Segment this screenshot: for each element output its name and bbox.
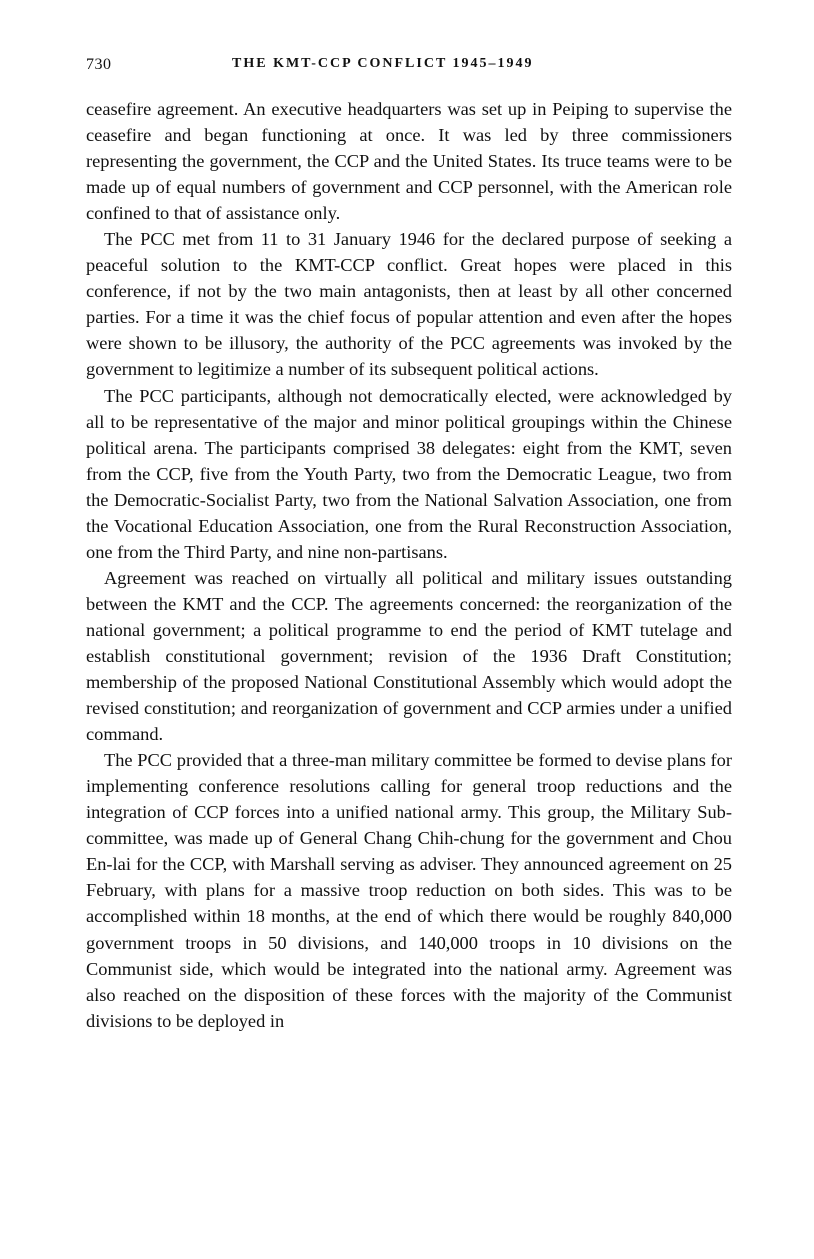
body-text xyxy=(86,96,732,1034)
paragraph-continuation: ceasefire agreement. An executive headquarters was set up in Peiping to supervise the ceasefire and began functioning at once. It was led by three commissioners representing the government, the CCP and the United States. Its truce teams were to be made up of equal numbers of government and CCP personnel, with the American role confined to that of assistance only. xyxy=(86,99,732,224)
running-head xyxy=(86,56,732,82)
paragraph-agreements: Agreement was reached on virtually all political and military issues outstanding between the KMT and the CCP. The agreements concerned: the reorganization of the national government; a political programme to end the period of KMT tutelage and establish constitutional government; revision of the 1936 Draft Constitution; membership of the proposed National Constitutional Assembly which would adopt the revised constitution; and reorganization of government and CCP armies under a unified command. xyxy=(86,567,732,745)
paragraph-pcc-participants: The PCC participants, although not democratically elected, were acknowledged by all to be representative of the major and minor political groupings within the Chinese political arena. The participants comprised 38 delegates: eight from the KMT, seven from the CCP, five from the Youth Party, two from the Democratic League, two from the Democratic-Socialist Party, two from the National Salvation Association, one from the Vocational Education Association, one from the Rural Reconstruction Association, one from the Third Party, and nine non-partisans. xyxy=(86,385,732,562)
book-page xyxy=(86,56,732,1034)
running-title: THE KMT-CCP CONFLICT 1945–1949 xyxy=(232,56,534,71)
paragraph-pcc-meeting: The PCC met from 11 to 31 January 1946 for the declared purpose of seeking a peaceful solution to the KMT-CCP conflict. Great hopes were placed in this conference, if not by the two main antagonists, then at least by all other concerned parties. For a time it was the chief focus of popular attention and even after the hopes were shown to be illusory, the authority of the PCC agreements was invoked by the government to legitimize a number of its subsequent political actions. xyxy=(86,229,732,380)
paragraph-military-committee: The PCC provided that a three-man military committee be formed to devise plans for implementing conference resolutions calling for general troop reductions and the integration of CCP forces into a unified national army. This group, the Military Sub-committee, was made up of General Chang Chih-chung for the government and Chou En-lai for the CCP, with Marshall serving as adviser. They announced agreement on 25 February, with plans for a massive troop reduction on both sides. This was to be accomplished within 18 months, at the end of which there would be roughly 840,000 government troops in 50 divisions, and 140,000 troops in 10 divisions on the Communist side, which would be integrated into the national army. Agreement was also reached on the disposition of these forces with the majority of the Communist divisions to be deployed in xyxy=(86,750,732,1031)
page-number: 730 xyxy=(86,56,112,73)
